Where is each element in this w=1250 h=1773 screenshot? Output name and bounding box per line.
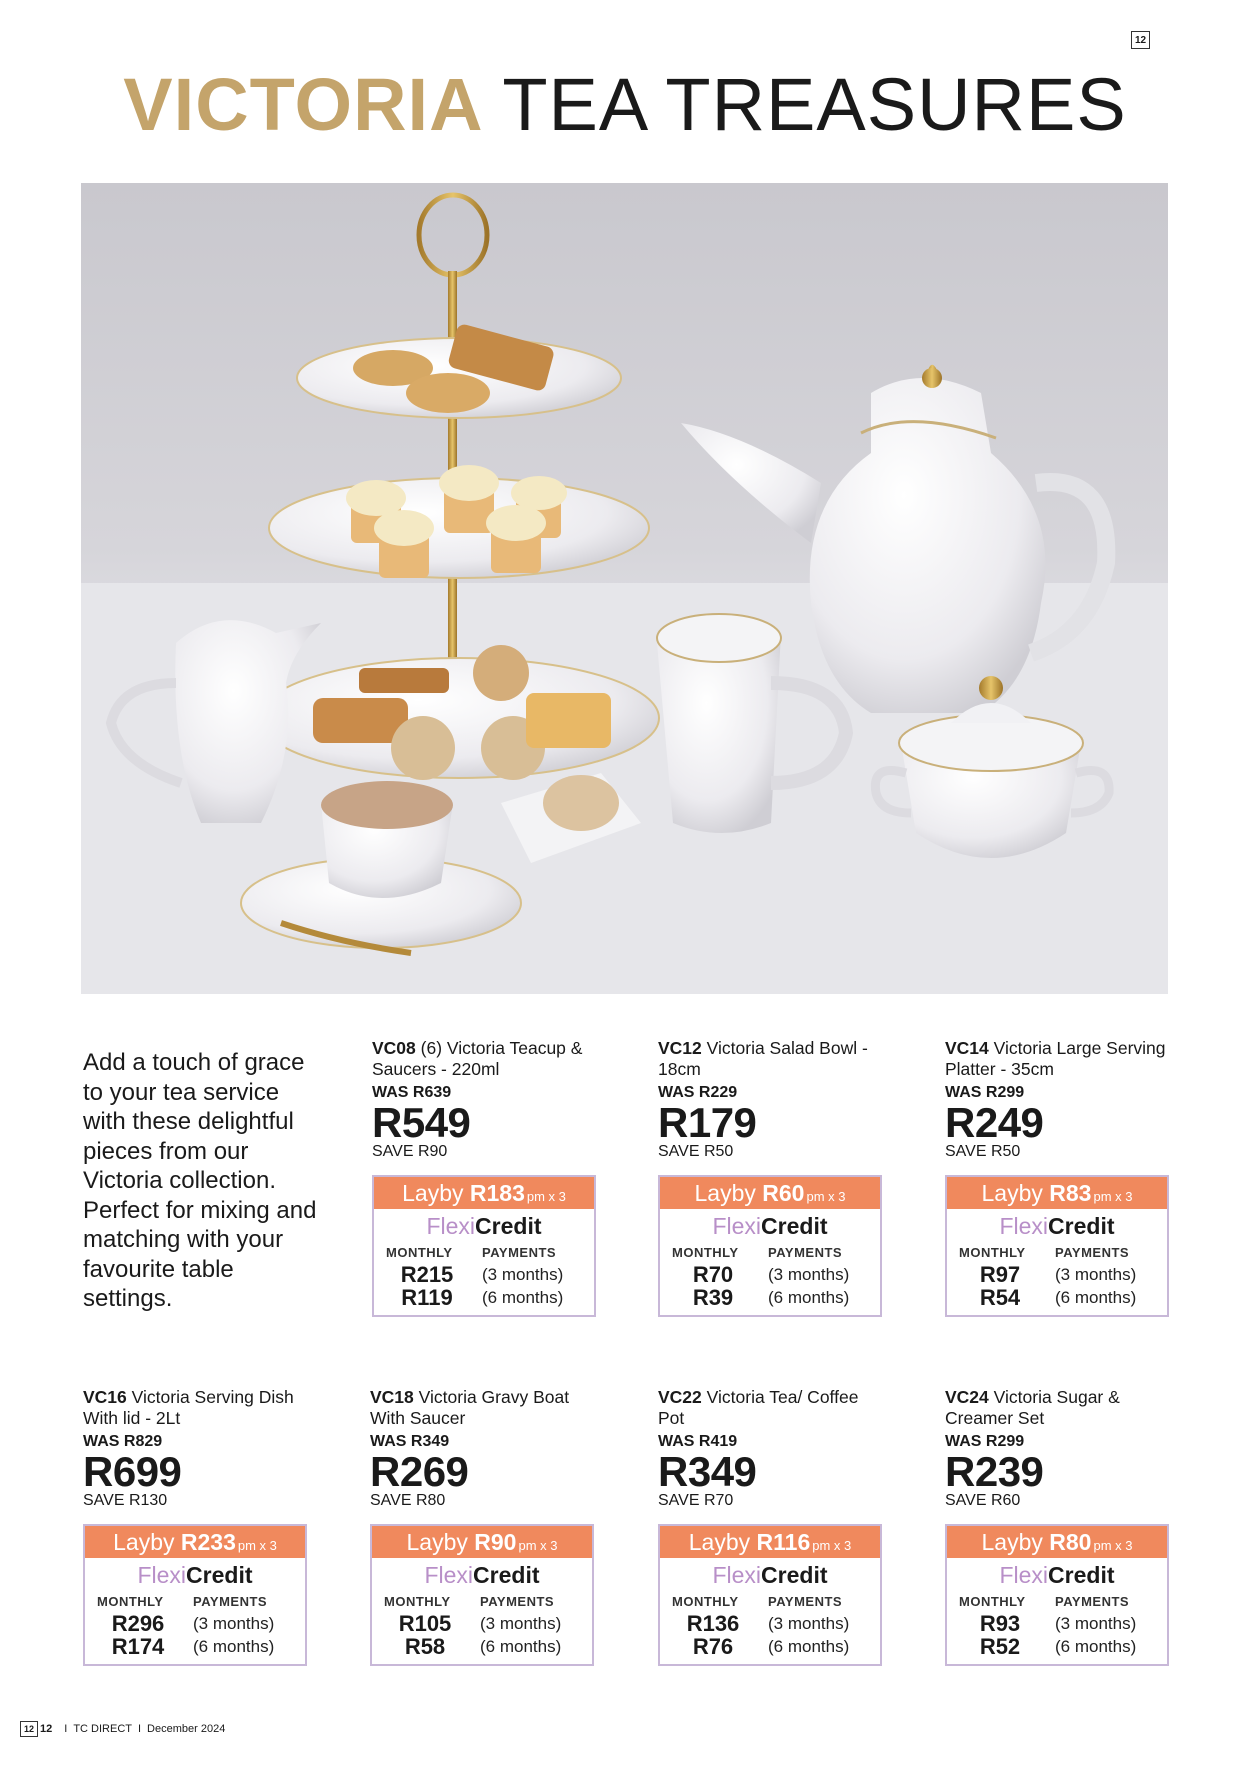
sale-price: R349	[658, 1448, 757, 1495]
monthly-payments: MONTHLY PAYMENTS R70 (3 months) R39 (6 months)	[672, 1245, 850, 1310]
layby-banner: Layby R60 pm x 3	[660, 1177, 880, 1209]
product-card	[658, 1387, 888, 1666]
save-amount: SAVE R130	[83, 1492, 168, 1509]
payment-box	[370, 1524, 594, 1666]
monthly-payments: MONTHLY PAYMENTS R296 (3 months) R174 (6 months)	[97, 1594, 275, 1659]
sale-price: R249	[945, 1099, 1044, 1146]
footer-page-badge: 12	[20, 1721, 38, 1737]
payment-box	[372, 1175, 596, 1317]
product-card	[370, 1387, 600, 1666]
footer-brand: TC DIRECT	[73, 1723, 132, 1735]
was-price: WAS R639	[372, 1084, 452, 1101]
product-name: VC18 Victoria Gravy Boat With Saucer	[370, 1387, 570, 1428]
save-amount: SAVE R50	[658, 1143, 734, 1160]
product-card	[945, 1387, 1175, 1666]
was-price: WAS R419	[658, 1433, 738, 1450]
title-highlight: VICTORIA	[123, 63, 481, 146]
flexicredit-logo: FlexiCredit	[999, 1213, 1115, 1239]
flexicredit-logo: FlexiCredit	[426, 1213, 542, 1239]
footer-page-number: 12	[40, 1723, 53, 1735]
payment-box	[83, 1524, 307, 1666]
flexicredit-logo: FlexiCredit	[137, 1562, 253, 1588]
flexicredit-logo: FlexiCredit	[712, 1213, 828, 1239]
save-amount: SAVE R50	[945, 1143, 1021, 1160]
layby-banner: Layby R183 pm x 3	[374, 1177, 594, 1209]
was-price: WAS R299	[945, 1084, 1025, 1101]
footer-issue: December 2024	[147, 1723, 226, 1735]
product-card	[83, 1387, 313, 1666]
monthly-payments: MONTHLY PAYMENTS R93 (3 months) R52 (6 months)	[959, 1594, 1137, 1659]
product-card	[945, 1038, 1175, 1317]
was-price: WAS R299	[945, 1433, 1025, 1450]
sale-price: R699	[83, 1448, 182, 1495]
layby-banner: Layby R80 pm x 3	[947, 1526, 1167, 1558]
was-price: WAS R229	[658, 1084, 738, 1101]
layby-banner: Layby R233 pm x 3	[85, 1526, 305, 1558]
monthly-payments: MONTHLY PAYMENTS R105 (3 months) R58 (6 months)	[384, 1594, 562, 1659]
payment-box	[658, 1524, 882, 1666]
product-name: VC24 Victoria Sugar & Creamer Set	[945, 1387, 1120, 1428]
flexicredit-logo: FlexiCredit	[712, 1562, 828, 1588]
page-footer: 12 12 I TC DIRECT I December 2024	[20, 1721, 225, 1737]
sale-price: R269	[370, 1448, 469, 1495]
page-title	[0, 63, 1250, 146]
sale-price: R179	[658, 1099, 757, 1146]
hero-tea-set-photo	[81, 183, 1168, 994]
layby-banner: Layby R90 pm x 3	[372, 1526, 592, 1558]
save-amount: SAVE R80	[370, 1492, 446, 1509]
intro-text: Add a touch of grace to your tea service with these delightful pieces from our Victoria collection. Perfect for mixing and matching with your favourite table settings.	[83, 1049, 317, 1312]
sale-price: R549	[372, 1099, 471, 1146]
was-price: WAS R829	[83, 1433, 163, 1450]
product-name: VC14 Victoria Large Serving Platter - 35cm	[945, 1038, 1166, 1079]
payment-box	[658, 1175, 882, 1317]
page-number-badge: 12	[1131, 31, 1150, 49]
monthly-payments: MONTHLY PAYMENTS R136 (3 months) R76 (6 months)	[672, 1594, 850, 1659]
product-name: VC12 Victoria Salad Bowl - 18cm	[658, 1038, 868, 1079]
product-name: VC22 Victoria Tea/ Coffee Pot	[658, 1387, 859, 1428]
monthly-payments: MONTHLY PAYMENTS R97 (3 months) R54 (6 months)	[959, 1245, 1137, 1310]
product-card	[372, 1038, 602, 1317]
layby-banner: Layby R83 pm x 3	[947, 1177, 1167, 1209]
product-card	[658, 1038, 888, 1317]
layby-banner: Layby R116 pm x 3	[660, 1526, 880, 1558]
sale-price: R239	[945, 1448, 1044, 1495]
save-amount: SAVE R70	[658, 1492, 734, 1509]
product-name: VC08 (6) Victoria Teacup & Saucers - 220ml	[372, 1038, 583, 1079]
payment-box	[945, 1175, 1169, 1317]
save-amount: SAVE R90	[372, 1143, 448, 1160]
was-price: WAS R349	[370, 1433, 450, 1450]
payment-box	[945, 1524, 1169, 1666]
product-name: VC16 Victoria Serving Dish With lid - 2Lt	[83, 1387, 294, 1428]
flexicredit-logo: FlexiCredit	[999, 1562, 1115, 1588]
monthly-payments: MONTHLY PAYMENTS R215 (3 months) R119 (6 months)	[386, 1245, 564, 1310]
flexicredit-logo: FlexiCredit	[424, 1562, 540, 1588]
save-amount: SAVE R60	[945, 1492, 1021, 1509]
title-rest: TEA TREASURES	[502, 63, 1127, 146]
